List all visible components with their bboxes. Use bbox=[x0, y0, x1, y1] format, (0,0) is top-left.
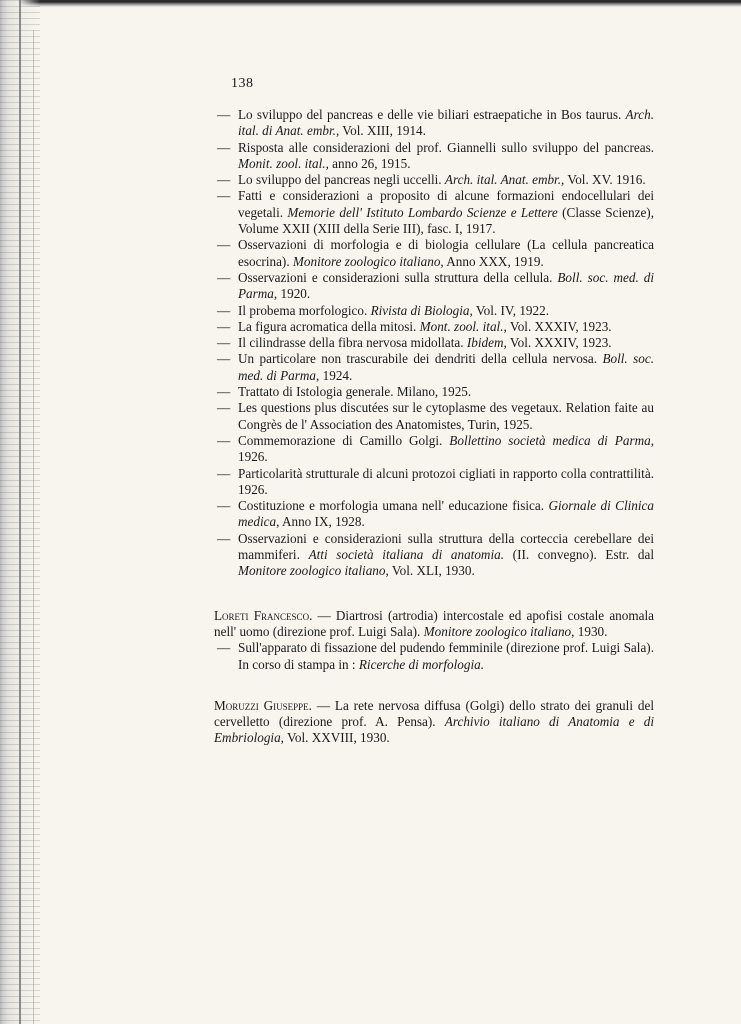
journal-title: Arch. ital. Anat. embr. bbox=[444, 172, 562, 188]
author-name: Moruzzi Giuseppe. bbox=[214, 697, 312, 713]
entry-text: Fatti e considerazioni a proposito di alcune formazioni endocellulari dei vegetali. bbox=[238, 188, 654, 220]
entry-details: , anno 26, 1915. bbox=[325, 155, 411, 171]
entry-text: Un particolare non trascurabile dei dendriti della cellula nervosa. bbox=[238, 351, 603, 367]
publication-entry bbox=[214, 400, 654, 433]
entry-details: , Vol. XXXIV, 1923. bbox=[503, 318, 612, 334]
journal-title: Boll. soc. med. di Parma bbox=[238, 351, 654, 383]
entry-dash: — bbox=[217, 237, 231, 253]
entry-dash: — bbox=[217, 432, 231, 448]
entry-dash: — bbox=[217, 302, 231, 318]
entry-details: , Vol. IV, 1922. bbox=[469, 302, 549, 318]
entry-dash: — bbox=[217, 188, 231, 204]
entry-text: Il cilindrasse della fibra nervosa midollata. bbox=[238, 335, 467, 351]
entry-details: (Classe Scienze), Volume XXII (XIII della Serie III), fasc. I, 1917. bbox=[238, 204, 654, 237]
entry-dash: — bbox=[217, 318, 231, 334]
entry-dash: — bbox=[217, 465, 231, 481]
publication-entry bbox=[214, 303, 654, 319]
entry-text: Costituzione e morfologia umana nell' educazione fisica. bbox=[238, 498, 549, 514]
publication-entry bbox=[214, 270, 654, 303]
publication-entry bbox=[214, 335, 654, 351]
entry-text: — Diartrosi (artrodia) intercostale ed apofisi costale anomala nell' uomo (direzione prof. Luigi Sala). bbox=[214, 607, 654, 639]
publication-entry bbox=[214, 433, 654, 466]
entry-dash: — bbox=[217, 384, 231, 400]
entry-details: , Vol. XV. 1916. bbox=[561, 172, 646, 188]
entry-text: Il probema morfologico. bbox=[238, 302, 371, 318]
entry-dash: — bbox=[217, 335, 231, 351]
publication-entry bbox=[214, 640, 654, 673]
scan-binding-line-secondary bbox=[33, 30, 34, 1024]
entry-dash: — bbox=[217, 400, 231, 416]
publication-entry bbox=[214, 107, 654, 140]
entry-text: Commemorazione di Camillo Golgi. bbox=[238, 432, 450, 448]
entry-text: Risposta alle considerazioni del prof. Giannelli sullo sviluppo del pancreas. bbox=[238, 139, 654, 155]
journal-title: Monit. zool. ital. bbox=[238, 155, 326, 171]
entry-details: , Vol. XXVIII, 1930. bbox=[280, 730, 390, 746]
page-number: 138 bbox=[231, 76, 254, 91]
journal-title: Boll. soc. med. di Parma bbox=[238, 269, 654, 302]
publication-entry bbox=[214, 140, 654, 173]
entry-dash: — bbox=[217, 498, 231, 514]
entry-details: , Vol. XIII, 1914. bbox=[335, 123, 426, 139]
journal-title: Monitore zoologico italiano bbox=[292, 253, 441, 269]
entry-text: Lo sviluppo del pancreas e delle vie biliari estraepatiche in Bos taurus. bbox=[238, 107, 626, 122]
entry-text: Lo sviluppo del pancreas negli uccelli. bbox=[238, 172, 445, 188]
entry-text: Osservazioni e considerazioni sulla struttura della corteccia cerebellare dei mammiferi. bbox=[238, 530, 654, 563]
entry-dash: — bbox=[217, 530, 231, 546]
entry-text: Osservazioni di morfologia e di biologia cellulare (La cellula pancreatica esocrina). bbox=[238, 237, 654, 269]
publication-entry bbox=[214, 351, 654, 384]
publication-entry bbox=[214, 698, 654, 747]
publication-entry bbox=[214, 319, 654, 335]
journal-title: Ricerche di morfologia. bbox=[358, 656, 485, 672]
entry-details: , 1930. bbox=[571, 623, 608, 639]
entry-text: Osservazioni e considerazioni sulla struttura della cellula. bbox=[238, 269, 558, 285]
journal-title: Ibidem bbox=[466, 335, 504, 351]
publication-entry bbox=[214, 172, 654, 188]
entry-dash: — bbox=[217, 269, 231, 285]
entry-text: Particolarità strutturale di alcuni protozoi cigliati in rapporto colla contrattilità. 1926. bbox=[238, 465, 654, 497]
entry-text: Trattato di Istologia generale. Milano, 1925. bbox=[238, 384, 472, 400]
journal-title: Monitore zoologico italiano bbox=[423, 623, 572, 639]
entry-details: , Vol. XXXIV, 1923. bbox=[503, 335, 612, 351]
journal-title: Giornale di Clinica medica bbox=[238, 498, 654, 530]
journal-title: Arch. ital. di Anat. embr. bbox=[238, 107, 654, 139]
entry-dash: — bbox=[217, 172, 231, 188]
spacer bbox=[214, 673, 654, 698]
entry-dash: — bbox=[217, 640, 231, 656]
publication-entry bbox=[214, 498, 654, 531]
entry-details: , 1926. bbox=[238, 432, 654, 465]
publication-list bbox=[214, 107, 654, 580]
entry-text: Les questions plus discutées sur le cytoplasme des vegetaux. Relation faite au Congrès de l' Association des Anatomistes, Turin, 1925. bbox=[238, 400, 654, 432]
publication-entry bbox=[214, 531, 654, 580]
entry-details: , Vol. XLI, 1930. bbox=[385, 563, 475, 579]
entry-details: , 1924. bbox=[316, 367, 353, 383]
publication-entry bbox=[214, 237, 654, 270]
entry-dash: — bbox=[217, 351, 231, 367]
author-block-loreti bbox=[214, 608, 654, 673]
publication-entry bbox=[214, 384, 654, 400]
author-block-moruzzi bbox=[214, 698, 654, 747]
journal-title: Memorie dell' Istituto Lombardo Scienze e Lettere bbox=[287, 204, 558, 220]
journal-title: Mont. zool. ital. bbox=[419, 318, 504, 334]
journal-title: Bollettino società medica di Parma bbox=[449, 432, 651, 448]
journal-title: Rivista di Biologia bbox=[370, 302, 470, 318]
journal-title: Monitore zoologico italiano bbox=[238, 563, 386, 579]
entry-details: , Anno IX, 1928. bbox=[276, 514, 365, 530]
publication-entry bbox=[214, 466, 654, 499]
spacer bbox=[214, 580, 654, 608]
scan-top-edge bbox=[0, 0, 741, 7]
entry-dash: — bbox=[217, 107, 231, 122]
entry-text: — La rete nervosa diffusa (Golgi) dello strato dei granuli del cervelletto (direzione prof. A. Pensa). bbox=[214, 697, 654, 730]
journal-title: Archivio italiano di Anatomia e di Embriologia bbox=[214, 714, 654, 746]
bibliography bbox=[214, 107, 654, 747]
entry-text: Sull'apparato di fissazione del pudendo femminile (direzione prof. Luigi Sala). In corso di stampa in : bbox=[238, 640, 654, 672]
entry-dash: — bbox=[217, 139, 231, 155]
journal-title: Atti società italiana di anatomia. bbox=[308, 547, 505, 563]
entry-details: , Anno XXX, 1919. bbox=[440, 253, 544, 269]
publication-entry bbox=[214, 188, 654, 237]
entry-details: , 1920. bbox=[273, 286, 311, 302]
scan-binding-line bbox=[19, 0, 21, 1024]
author-name: Loreti Francesco. bbox=[214, 607, 313, 623]
entry-text: La figura acromatica della mitosi. bbox=[238, 318, 420, 334]
entry-details: (II. convegno). Estr. dal bbox=[504, 547, 655, 563]
publication-entry bbox=[214, 608, 654, 641]
